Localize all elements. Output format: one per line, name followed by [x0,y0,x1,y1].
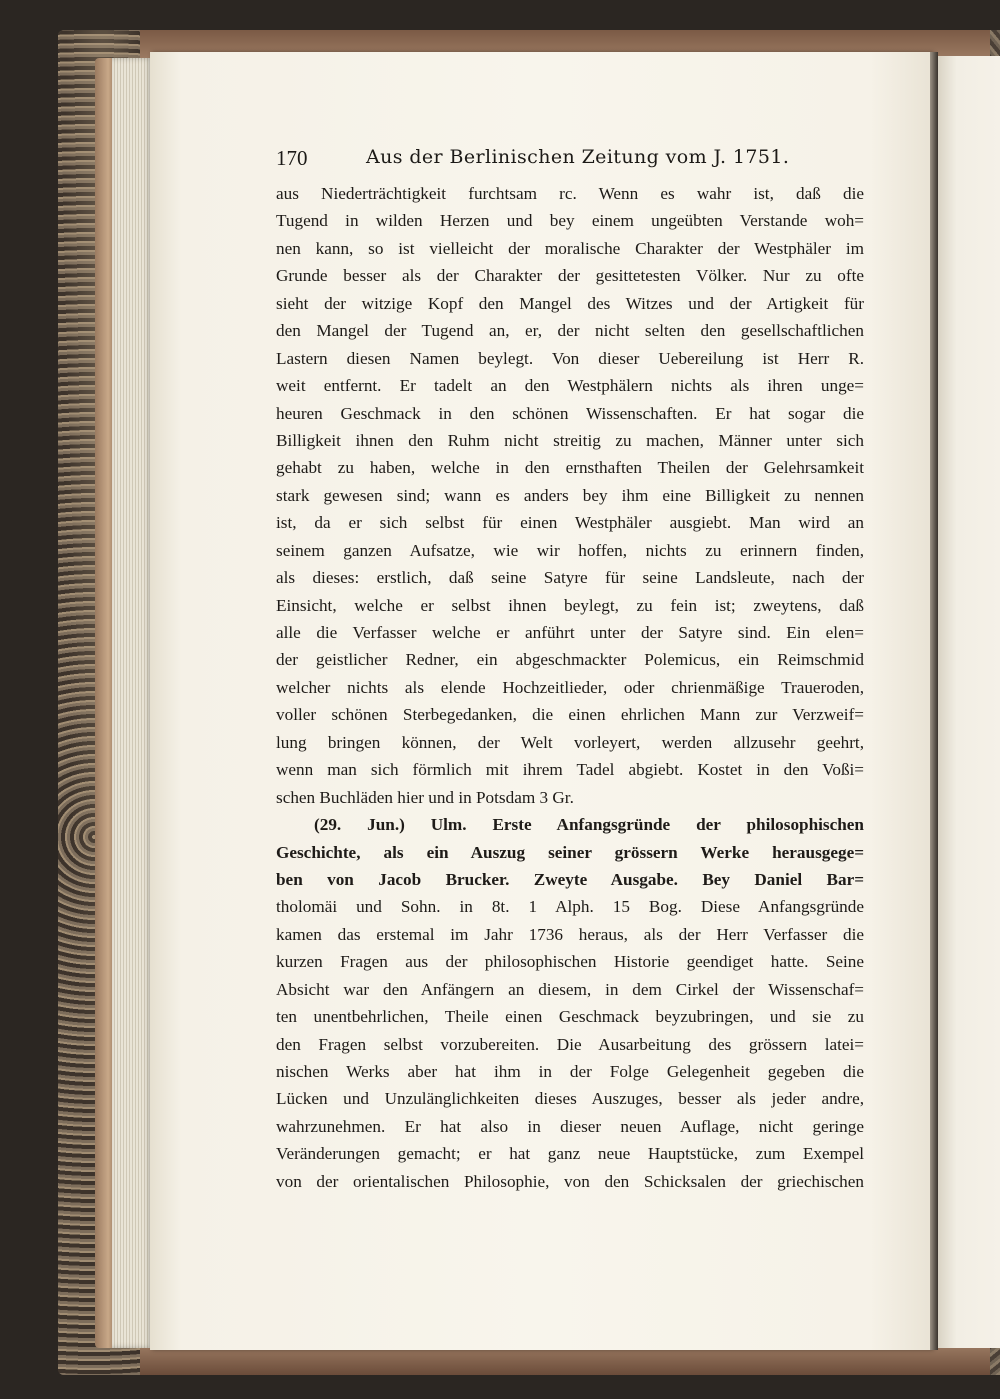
text-line: heuren Geschmack in den schönen Wissenschaften. Er hat sogar die [276,403,864,423]
text-line: aus Niederträchtigkeit furchtsam rc. Wenn es wahr ist, daß die [276,184,864,203]
body-text [276,180,864,1195]
text-line: kurzen Fragen aus der philosophischen Historie geendiget hatte. Seine [276,952,864,972]
text-line: wahrzunehmen. Er hat also in dieser neuen Auflage, nicht geringe [276,1116,864,1136]
page-edges [112,58,152,1348]
entry-heading-line: Geschichte, als ein Auszug seiner grössern Werke herausgege= [276,842,864,862]
entry-heading-line: (29. Jun.) Ulm. Erste Anfangsgründe der philosophischen [314,815,864,835]
page-number: 170 [276,146,308,170]
facing-page-edge [938,56,1000,1348]
running-head: Aus der Berlinischen Zeitung vom J. 1751. [366,146,790,168]
text-line: den Fragen selbst vorzubereiten. Die Ausarbeitung des grössern latei= [276,1034,864,1054]
book-gutter [930,52,938,1350]
text-line: sieht der witzige Kopf den Mangel des Witzes und der Artigkeit für [276,293,864,313]
text-line: Einsicht, welche er selbst ihnen beylegt, zu fein ist; zweytens, daß [276,595,864,615]
text-line: Absicht war den Anfängern an diesem, in dem Cirkel der Wissenschaf= [276,979,864,999]
text-line: den Mangel der Tugend an, er, der nicht selten den gesellschaftlichen [276,321,864,341]
text-line: weit entfernt. Er tadelt an den Westphälern nichts als ihren unge= [276,376,864,396]
entry-heading-line: ben von Jacob Brucker. Zweyte Ausgabe. Bey Daniel Bar= [276,869,864,889]
text-line: wenn man sich förmlich mit ihrem Tadel abgiebt. Kostet in den Voßi= [276,760,864,780]
text-line: gehabt zu haben, welche in den ernsthaften Theilen der Gelehrsamkeit [276,458,864,478]
text-line: Veränderungen gemacht; er hat ganz neue Hauptstücke, zum Exempel [276,1144,864,1164]
text-line: ist, da er sich selbst für einen Westphäler ausgiebt. Man wird an [276,513,864,533]
page-header [274,146,864,176]
text-line: stark gewesen sind; wann es anders bey ihm eine Billigkeit zu nennen [276,485,864,505]
text-line: von der orientalischen Philosophie, von den Schicksalen der griechischen [276,1171,864,1191]
text-line: Lücken und Unzulänglichkeiten dieses Auszuges, besser als jeder andre, [276,1089,864,1109]
text-line: als dieses: erstlich, daß seine Satyre für seine Landsleute, nach der [276,568,864,588]
text-line: nen kann, so ist vielleicht der moralische Charakter der Westphäler im [276,238,864,258]
text-line: Tugend in wilden Herzen und bey einem ungeübten Verstande woh= [276,211,864,231]
text-line: welcher nichts als elende Hochzeitlieder, oder chrienmäßige Traueroden, [276,677,864,697]
text-line: lung bringen können, der Welt vorleyert, werden allzusehr geehrt, [276,732,864,752]
text-line: nischen Werks aber hat ihm in der Folge Gelegenheit gegeben die [276,1062,864,1081]
text-line: alle die Verfasser welche er anführt unter der Satyre sind. Ein elen= [276,623,864,642]
text-line: der geistlicher Redner, ein abgeschmackter Polemicus, ein Reimschmid [276,650,864,670]
text-line: seinem ganzen Aufsatze, wie wir hoffen, nichts zu erinnern finden, [276,540,864,560]
text-line: Grunde besser als der Charakter der gesittetesten Völker. Nur zu ofte [276,266,864,286]
text-line: kamen das erstemal im Jahr 1736 heraus, als der Herr Verfasser die [276,924,864,944]
text-line: ten unentbehrlichen, Theile einen Geschmack beyzubringen, und sie zu [276,1007,864,1027]
text-line: tholomäi und Sohn. in 8t. 1 Alph. 15 Bog. Diese Anfangsgründe [276,897,864,917]
text-line: Lastern diesen Namen beylegt. Von dieser Uebereilung ist Herr R. [276,348,864,368]
text-line: voller schönen Sterbegedanken, die einen ehrlichen Mann zur Verzweif= [276,705,864,725]
text-line: Billigkeit ihnen den Ruhm nicht streitig zu machen, Männer unter sich [276,430,864,450]
text-line: schen Buchläden hier und in Potsdam 3 Gr. [276,787,574,807]
